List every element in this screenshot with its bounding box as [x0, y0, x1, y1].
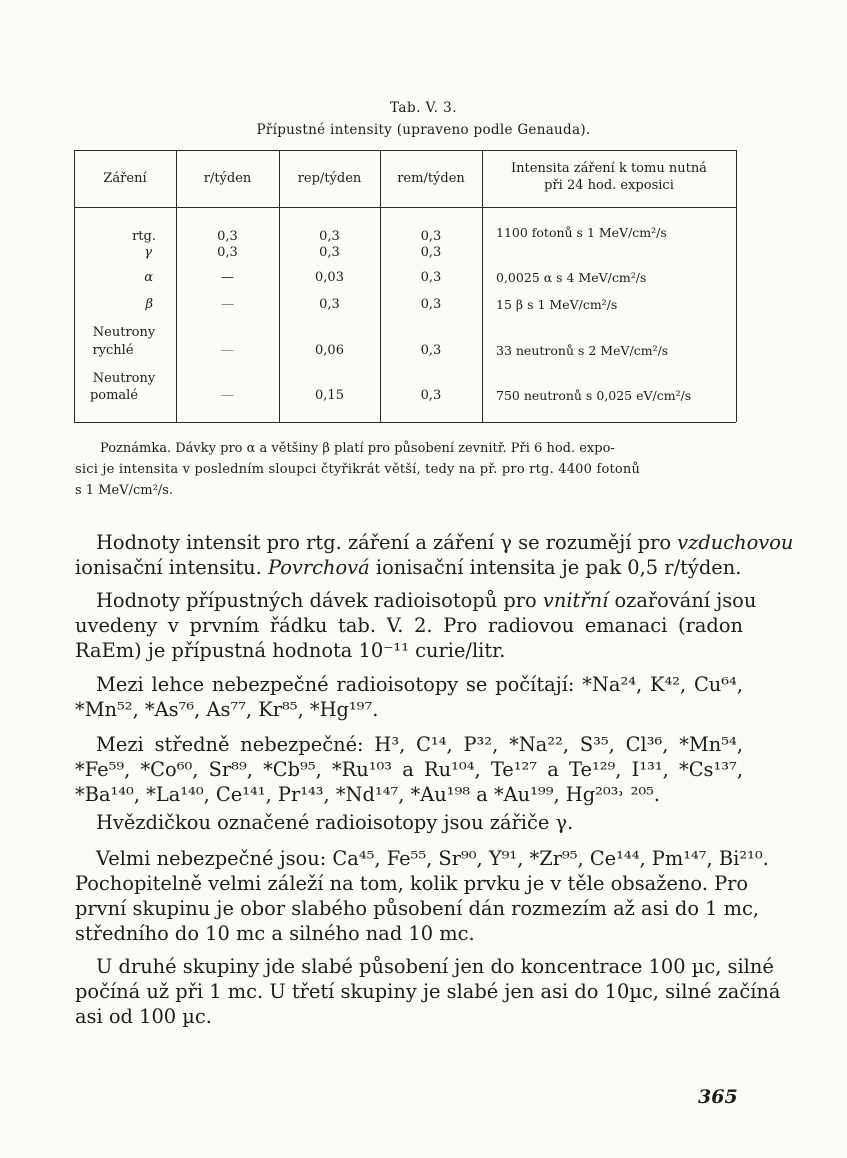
p2-text: ozařování jsou [608, 589, 757, 612]
cell-r: — [221, 388, 234, 403]
cell-rep: 0,06 [315, 343, 344, 358]
cell-rem: 0,3 [420, 388, 442, 403]
cell-rem: 0,3 [420, 229, 442, 244]
header-rem-tyden: rem/týden [397, 171, 465, 186]
p6-line: Pochopitelně velmi záleží na tom, kolik prvku je v těle obsaženo. Pro [75, 872, 749, 895]
cell-r: — [221, 270, 234, 285]
paragraph-1 [75, 530, 794, 580]
p2-emph: vnitřní [542, 589, 609, 612]
p2-line: uvedeny v prvním řádku tab. V. 2. Pro radiovou emanaci (radon [75, 614, 743, 637]
p1-emph: vzduchovou [677, 531, 794, 554]
p4-line: *Ba¹⁴⁰, *La¹⁴⁰, Ce¹⁴¹, Pr¹⁴³, *Nd¹⁴⁷, *Au¹⁹⁸ a *Au¹⁹⁹, Hg²⁰³˒ ²⁰⁵. [75, 783, 661, 806]
paragraph-2 [75, 588, 757, 663]
note-line-2: sici je intensita v posledním sloupci čtyřikrát větší, tedy na př. pro rtg. 4400 fotonů [75, 462, 641, 477]
row-name: rtg. [132, 229, 156, 244]
cell-rep: 0,03 [315, 270, 344, 285]
cell-rep: 0,3 [319, 297, 340, 312]
cell-rep: 0,3 [319, 245, 340, 260]
p6-line: první skupinu je obor slabého působení dán rozmezím až asi do 1 mc, [75, 897, 760, 920]
cell-intensity: 1100 fotonů s 1 MeV/cm²/s [496, 225, 667, 240]
table-caption: Přípustné intensity (upraveno podle Genauda). [256, 122, 591, 138]
cell-r: — [221, 343, 234, 358]
p7-line: U druhé skupiny jde slabé působení jen do koncentrace 100 µc, silné [96, 955, 774, 978]
cell-rep: 0,15 [315, 388, 344, 403]
cell-rem: 0,3 [420, 245, 442, 260]
cell-rem: 0,3 [420, 270, 442, 285]
paragraph-5 [75, 810, 743, 835]
header-rep-tyden: rep/týden [297, 171, 362, 186]
header-intensity: Intensita záření k tomu nutná [511, 161, 707, 176]
cell-intensity: 750 neutronů s 0,025 eV/cm²/s [496, 388, 692, 403]
header-zareni: Záření [103, 171, 147, 186]
page-number: 365 [698, 1086, 738, 1108]
p4-line: Mezi středně nebezpečné: H³, C¹⁴, P³², *Na²², S³⁵, Cl³⁶, *Mn⁵⁴, [96, 733, 743, 756]
cell-r: 0,3 [217, 229, 238, 244]
paragraph-7 [75, 954, 781, 1029]
row-name-sub: pomalé [89, 388, 139, 403]
p3-line: Mezi lehce nebezpečné radioisotopy se počítají: *Na²⁴, K⁴², Cu⁶⁴, [96, 673, 743, 696]
cell-rem: 0,3 [420, 343, 442, 358]
cell-rem: 0,3 [420, 297, 442, 312]
paragraph-4 [75, 732, 743, 807]
p4-line: *Fe⁵⁹, *Co⁶⁰, Sr⁸⁹, *Cb⁹⁵, *Ru¹⁰³ a Ru¹⁰⁴, Te¹²⁷ a Te¹²⁹, I¹³¹, *Cs¹³⁷, [75, 758, 743, 781]
p2-text: Hodnoty přípustných dávek radioisotopů pro [96, 589, 543, 612]
p1-emph: Povrchová [268, 556, 370, 579]
cell-rep: 0,3 [319, 229, 340, 244]
p6-line: středního do 10 mc a silného nad 10 mc. [75, 922, 475, 945]
p2-line: RaEm) je přípustná hodnota 10⁻¹¹ curie/litr. [75, 639, 506, 662]
paragraph-3 [75, 672, 743, 722]
note-line-1: Dávky pro α a většiny β platí pro působení zevnitř. Při 6 hod. expo- [175, 441, 615, 456]
cell-r: 0,3 [217, 245, 238, 260]
p7-line: asi od 100 µc. [75, 1005, 212, 1028]
p1-text: ionisační intensitu. [75, 556, 268, 579]
row-name: γ [144, 245, 152, 260]
p1-text: ionisační intensita je pak 0,5 r/týden. [369, 556, 742, 579]
p7-line: počíná už při 1 mc. U třetí skupiny je slabé jen asi do 10µc, silné začíná [75, 980, 781, 1003]
header-intensity-sub: při 24 hod. exposici [544, 178, 674, 193]
row-name-sub: rychlé [92, 343, 134, 358]
p6-line: Velmi nebezpečné jsou: Ca⁴⁵, Fe⁵⁵, Sr⁹⁰, Y⁹¹, *Zr⁹⁵, Ce¹⁴⁴, Pm¹⁴⁷, Bi²¹⁰. [96, 847, 769, 870]
table-note [100, 438, 742, 459]
p5-line: Hvězdičkou označené radioisotopy jsou zářiče γ. [96, 811, 574, 834]
cell-intensity: 15 β s 1 MeV/cm²/s [496, 297, 618, 312]
cell-intensity: 0,0025 α s 4 MeV/cm²/s [496, 270, 647, 285]
header-r-tyden: r/týden [203, 171, 252, 186]
paragraph-6 [75, 846, 769, 946]
limits-table [74, 146, 738, 426]
row-name: α [144, 270, 153, 285]
note-line-3: s 1 MeV/cm²/s. [75, 483, 173, 498]
cell-r: — [221, 297, 234, 312]
table-number: Tab. V. 3. [389, 100, 458, 116]
note-label: Poznámka. [100, 441, 172, 456]
p1-text: Hodnoty intensit pro rtg. záření a záření γ se rozumějí pro [96, 531, 678, 554]
p3-line: *Mn⁵², *As⁷⁶, As⁷⁷, Kr⁸⁵, *Hg¹⁹⁷. [75, 698, 379, 721]
row-name: β [145, 297, 153, 312]
row-name: Neutrony [92, 371, 156, 386]
cell-intensity: 33 neutronů s 2 MeV/cm²/s [496, 343, 669, 358]
row-name: Neutrony [92, 325, 156, 340]
